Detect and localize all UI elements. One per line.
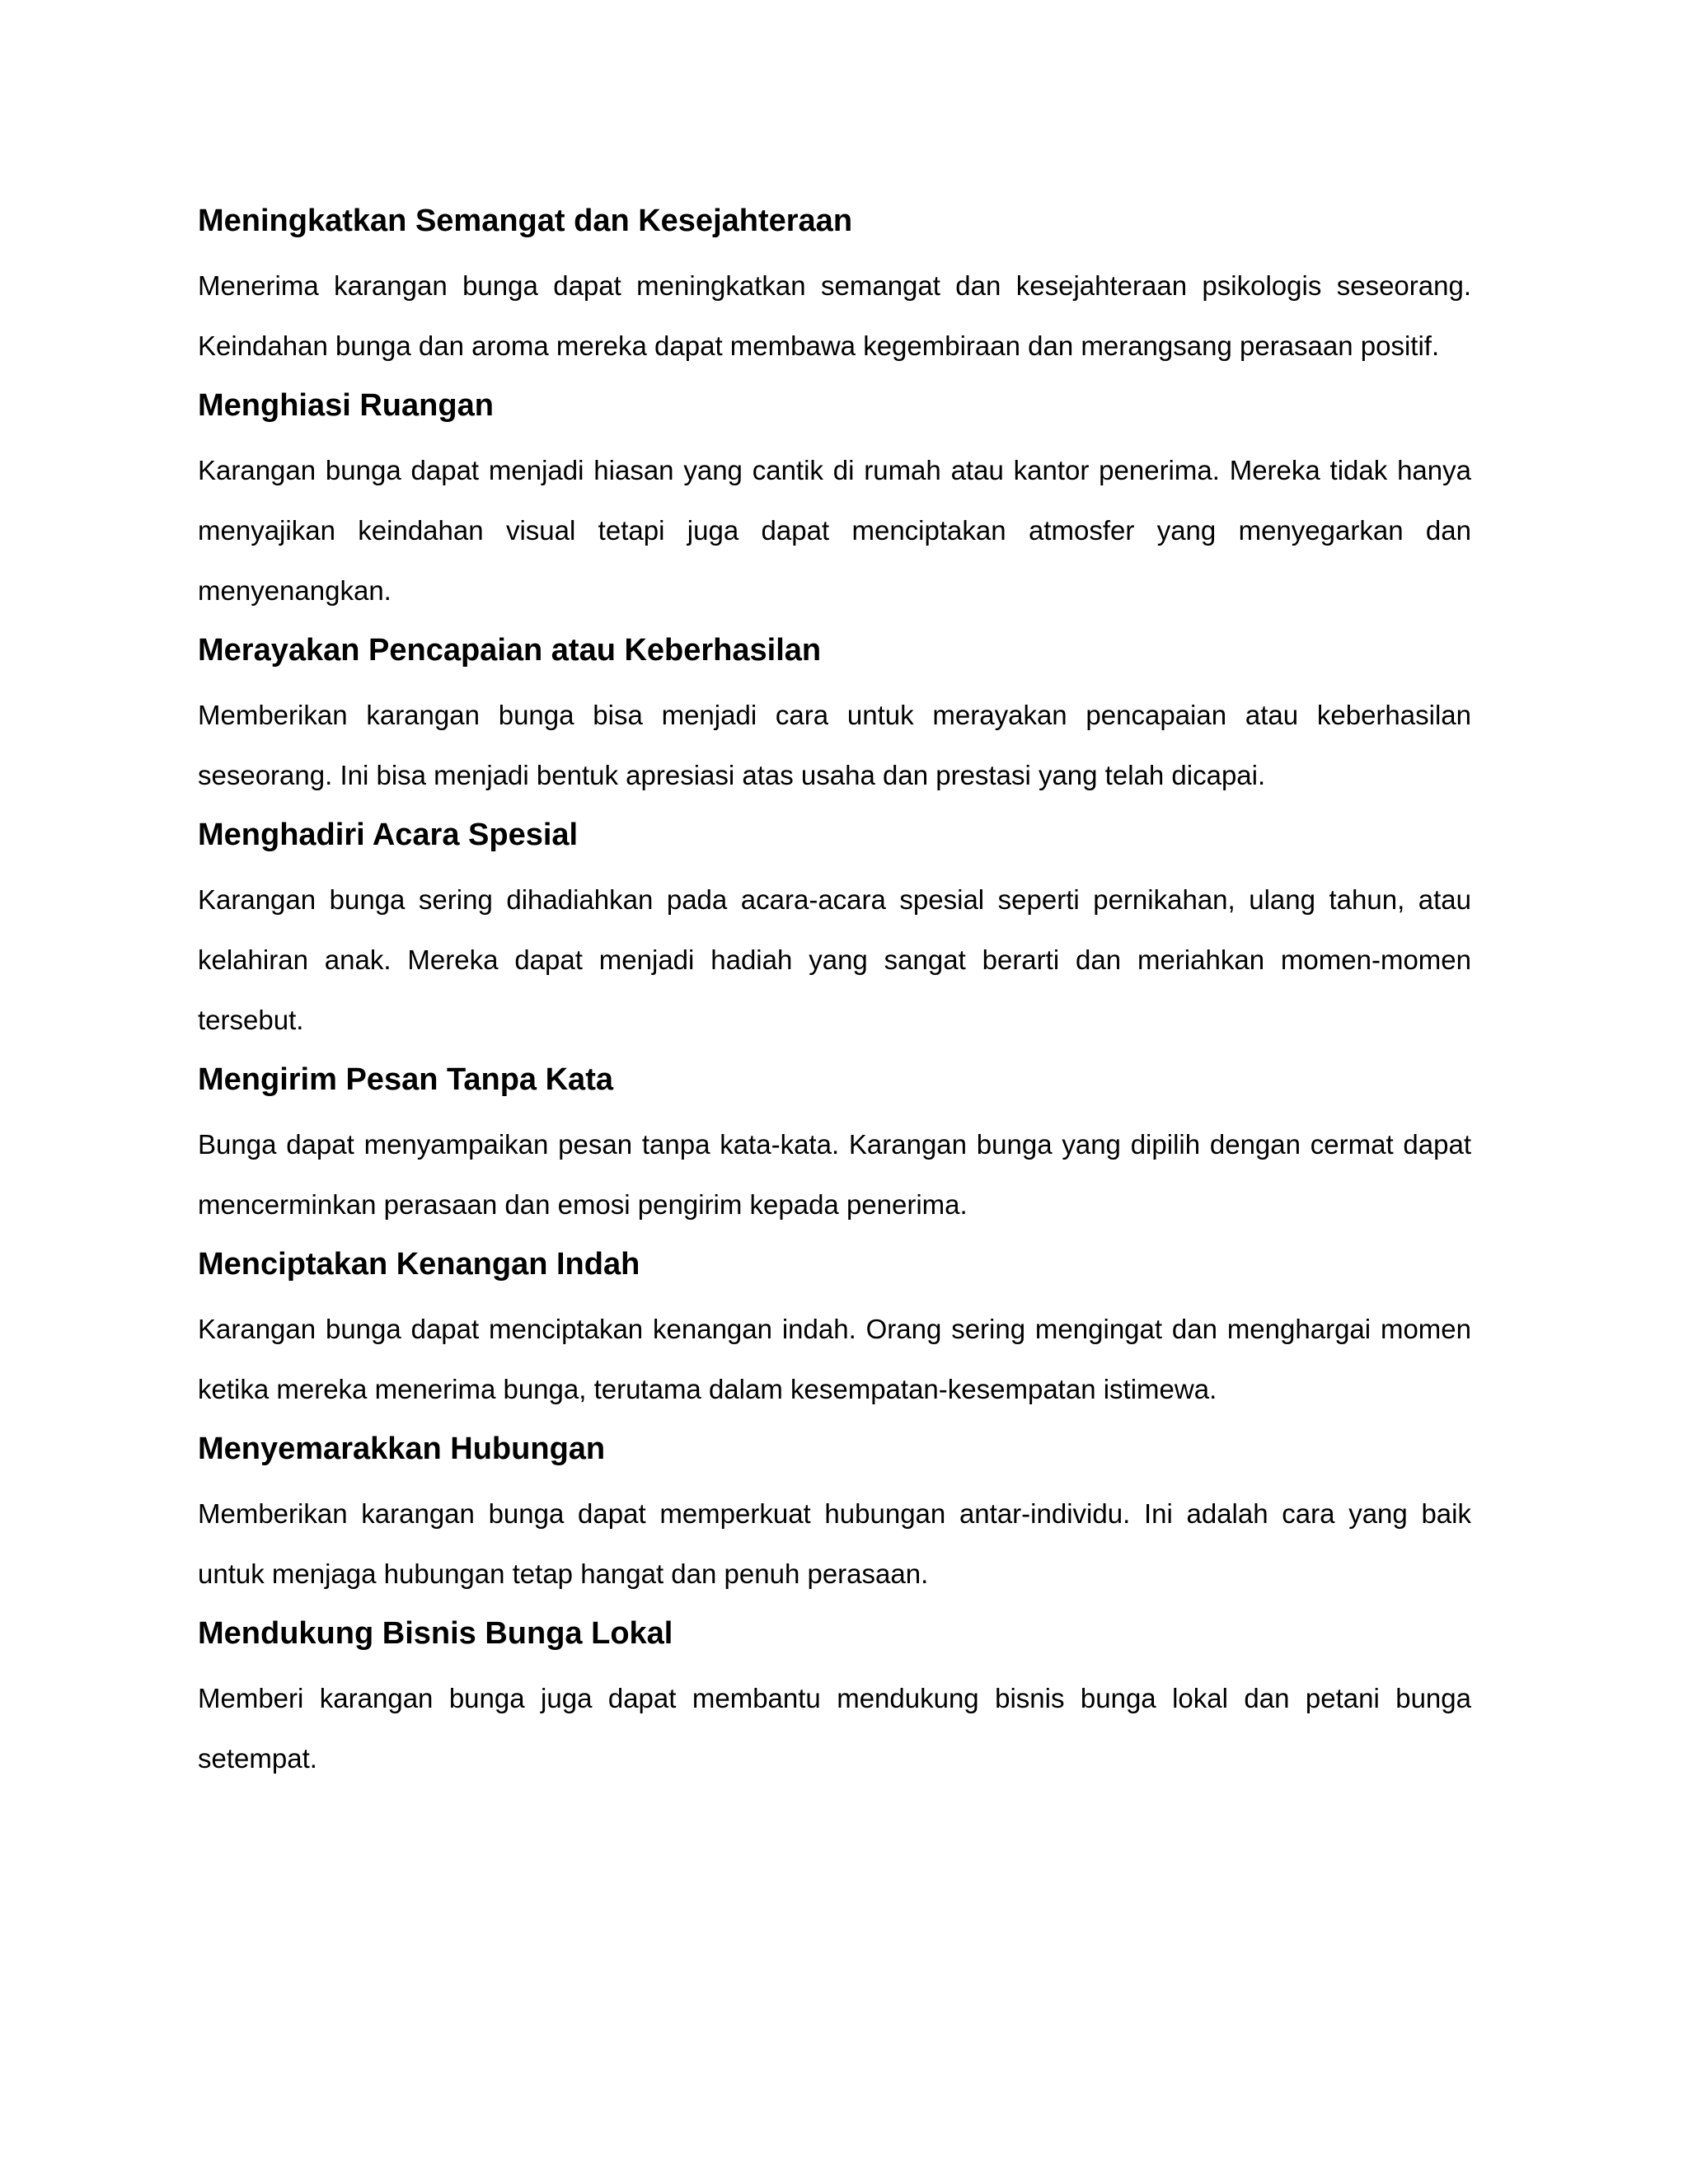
section-body: Memberi karangan bunga juga dapat membantu mendukung bisnis bunga lokal dan petani bunga setempat. xyxy=(198,1683,1471,1774)
section-menghadiri-acara xyxy=(198,812,1471,1050)
section-menghiasi-ruangan xyxy=(198,382,1471,621)
section-heading: Menghadiri Acara Spesial xyxy=(198,818,579,852)
section-body: Memberikan karangan bunga dapat memperkuat hubungan antar-individu. Ini adalah cara yang baik untuk menjaga hubungan tetap hangat dan penuh perasaan. xyxy=(198,1498,1471,1589)
section-menyemarakkan-hubungan xyxy=(198,1426,1471,1604)
section-body: Karangan bunga dapat menjadi hiasan yang cantik di rumah atau kantor penerima. Mereka tidak hanya menyajikan keindahan visual tetapi juga dapat menciptakan atmosfer yang menyegarkan dan menyenangkan. xyxy=(198,455,1471,606)
section-heading: Merayakan Pencapaian atau Keberhasilan xyxy=(198,633,822,668)
section-menciptakan-kenangan xyxy=(198,1241,1471,1419)
section-merayakan-pencapaian xyxy=(198,627,1471,805)
section-mengirim-pesan xyxy=(198,1057,1471,1235)
section-heading: Mengirim Pesan Tanpa Kata xyxy=(198,1062,613,1097)
section-body: Memberikan karangan bunga bisa menjadi cara untuk merayakan pencapaian atau keberhasilan seseorang. Ini bisa menjadi bentuk apresiasi atas usaha dan prestasi yang telah dicapai. xyxy=(198,700,1471,790)
section-heading: Meningkatkan Semangat dan Kesejahteraan xyxy=(198,204,853,238)
section-heading: Menciptakan Kenangan Indah xyxy=(198,1247,640,1282)
section-body: Karangan bunga dapat menciptakan kenangan indah. Orang sering mengingat dan menghargai momen ketika mereka menerima bunga, terutama dalam kesempatan-kesempatan istimewa. xyxy=(198,1314,1471,1404)
document-content xyxy=(198,198,1471,1795)
section-mendukung-bisnis xyxy=(198,1610,1471,1788)
section-heading: Menghiasi Ruangan xyxy=(198,388,494,423)
section-heading: Mendukung Bisnis Bunga Lokal xyxy=(198,1616,673,1651)
section-body: Karangan bunga sering dihadiahkan pada acara-acara spesial seperti pernikahan, ulang tahun, atau kelahiran anak. Mereka dapat menjadi hadiah yang sangat berarti dan meriahkan momen-momen tersebut. xyxy=(198,884,1471,1035)
section-meningkatkan-semangat xyxy=(198,198,1471,376)
section-body: Menerima karangan bunga dapat meningkatkan semangat dan kesejahteraan psikologis seseorang. Keindahan bunga dan aroma mereka dapat membawa kegembiraan dan merangsang perasaan positif. xyxy=(198,270,1471,361)
section-body: Bunga dapat menyampaikan pesan tanpa kata-kata. Karangan bunga yang dipilih dengan cermat dapat mencerminkan perasaan dan emosi pengirim kepada penerima. xyxy=(198,1129,1471,1220)
section-heading: Menyemarakkan Hubungan xyxy=(198,1432,606,1466)
